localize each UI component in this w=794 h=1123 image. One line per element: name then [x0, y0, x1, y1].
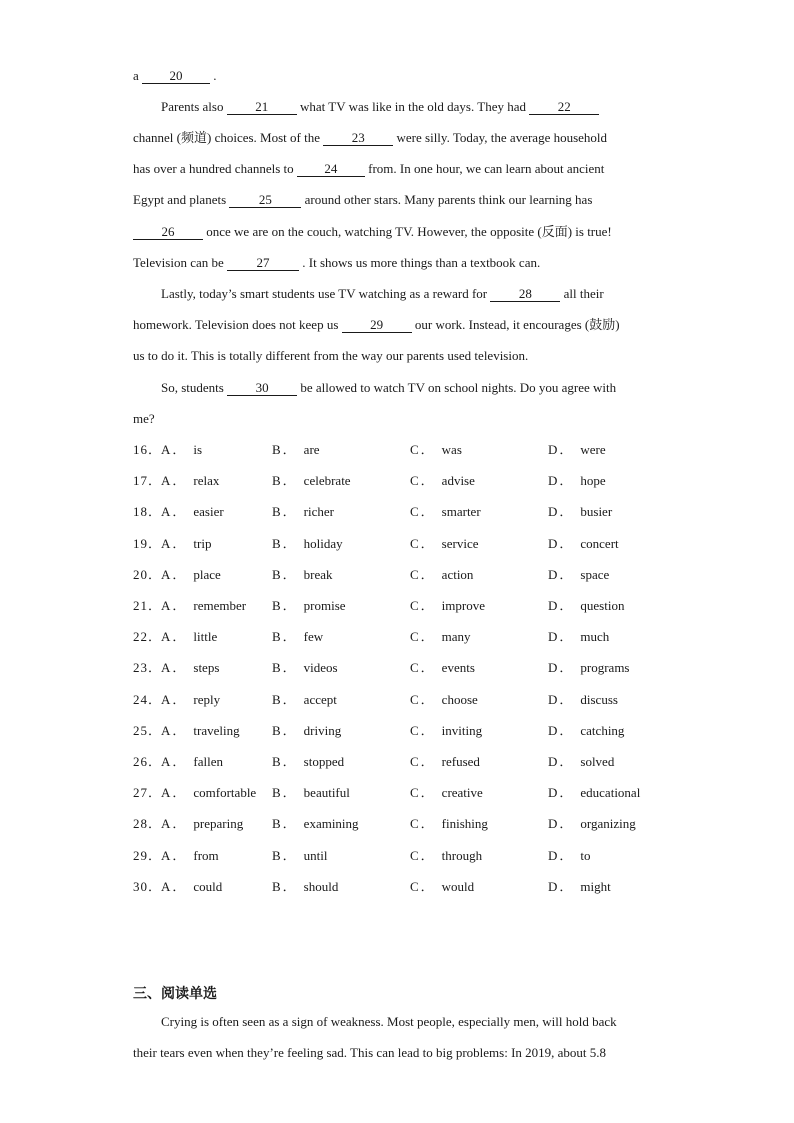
- option-d[interactable]: [548, 815, 636, 833]
- option-label: B．: [272, 754, 298, 769]
- blank-29: 29: [342, 317, 412, 333]
- option-label: B．: [272, 504, 298, 519]
- option-text: organizing: [580, 816, 636, 831]
- option-d[interactable]: [548, 722, 624, 740]
- option-text: traveling: [193, 723, 240, 738]
- option-text: are: [303, 442, 320, 457]
- option-label: D．: [548, 598, 575, 613]
- option-text: would: [441, 879, 475, 894]
- option-text: concert: [580, 536, 619, 551]
- question-row: [133, 659, 693, 677]
- option-b[interactable]: [272, 472, 351, 490]
- passage-line: us to do it. This is totally different from the way our parents used television.: [133, 348, 529, 363]
- option-label: A．: [161, 879, 188, 894]
- question-row: [133, 784, 693, 802]
- option-a[interactable]: [161, 472, 219, 490]
- passage-line: a 20 .: [133, 68, 217, 83]
- option-c[interactable]: [410, 659, 475, 677]
- option-d[interactable]: [548, 878, 611, 896]
- option-label: C．: [410, 660, 436, 675]
- option-c[interactable]: [410, 472, 475, 490]
- option-text: comfortable: [193, 785, 257, 800]
- option-label: A．: [161, 723, 188, 738]
- option-text: until: [303, 848, 328, 863]
- option-text: fallen: [193, 754, 223, 769]
- option-b[interactable]: [272, 878, 338, 896]
- option-label: D．: [548, 567, 575, 582]
- option-d[interactable]: [548, 472, 606, 490]
- blank-21: 21: [227, 99, 297, 115]
- option-text: improve: [441, 598, 485, 613]
- option-text: holiday: [303, 536, 343, 551]
- option-text: inviting: [441, 723, 483, 738]
- option-c[interactable]: [410, 566, 473, 584]
- option-a[interactable]: [161, 815, 243, 833]
- section-title: 三、阅读单选: [133, 986, 217, 1002]
- option-text: from: [193, 848, 219, 863]
- option-label: C．: [410, 848, 436, 863]
- question-number: 21．: [133, 598, 163, 613]
- option-text: relax: [193, 473, 220, 488]
- passage-line: So, students 30 be allowed to watch TV on school nights. Do you agree with: [161, 380, 617, 395]
- option-text: to: [580, 848, 591, 863]
- question-row: [133, 441, 693, 459]
- option-d[interactable]: [548, 659, 630, 677]
- option-d[interactable]: [548, 441, 606, 459]
- option-c[interactable]: [410, 628, 471, 646]
- option-a[interactable]: [161, 691, 220, 709]
- option-label: B．: [272, 567, 298, 582]
- option-a[interactable]: [161, 847, 219, 865]
- blank-20: 20: [142, 68, 210, 84]
- option-label: B．: [272, 629, 298, 644]
- option-text: accept: [303, 692, 337, 707]
- blank-25: 25: [229, 192, 301, 208]
- question-row: [133, 753, 693, 771]
- option-text: trip: [193, 536, 212, 551]
- option-text: many: [441, 629, 471, 644]
- option-text: hope: [580, 473, 606, 488]
- option-label: A．: [161, 692, 188, 707]
- option-label: B．: [272, 660, 298, 675]
- option-text: discuss: [580, 692, 618, 707]
- option-text: might: [580, 879, 611, 894]
- question-row: [133, 847, 693, 865]
- option-label: B．: [272, 692, 298, 707]
- question-number: 24．: [133, 692, 163, 707]
- option-b[interactable]: [272, 659, 338, 677]
- passage-line: has over a hundred channels to 24 from. In one hour, we can learn about ancient: [133, 161, 605, 176]
- question-number: 18．: [133, 504, 163, 519]
- passage-line: homework. Television does not keep us 29 our work. Instead, it encourages (鼓励): [133, 317, 620, 332]
- option-text: little: [193, 629, 218, 644]
- option-text: question: [580, 598, 625, 613]
- option-text: preparing: [193, 816, 244, 831]
- option-label: B．: [272, 598, 298, 613]
- option-text: celebrate: [303, 473, 351, 488]
- option-text: break: [303, 567, 333, 582]
- option-text: service: [441, 536, 479, 551]
- option-label: A．: [161, 816, 188, 831]
- option-label: A．: [161, 629, 188, 644]
- question-number: 22．: [133, 629, 163, 644]
- passage-line: Parents also 21 what TV was like in the old days. They had 22: [161, 98, 599, 116]
- question-row: [133, 691, 693, 709]
- option-c[interactable]: [410, 691, 478, 709]
- option-d[interactable]: [548, 535, 619, 553]
- option-label: A．: [161, 598, 188, 613]
- option-label: D．: [548, 692, 575, 707]
- option-label: C．: [410, 442, 436, 457]
- option-label: B．: [272, 879, 298, 894]
- question-row: [133, 628, 693, 646]
- option-label: C．: [410, 785, 436, 800]
- option-text: driving: [303, 723, 342, 738]
- option-c[interactable]: [410, 441, 462, 459]
- option-label: D．: [548, 723, 575, 738]
- question-number: 29．: [133, 848, 163, 863]
- option-label: A．: [161, 536, 188, 551]
- option-text: stopped: [303, 754, 345, 769]
- passage-line: channel (频道) choices. Most of the 23 were silly. Today, the average household: [133, 130, 608, 145]
- option-label: D．: [548, 816, 575, 831]
- passage-line: Egypt and planets 25 around other stars. Many parents think our learning has: [133, 192, 593, 207]
- option-b[interactable]: [272, 441, 320, 459]
- question-row: [133, 503, 693, 521]
- option-a[interactable]: [161, 628, 217, 646]
- option-label: D．: [548, 848, 575, 863]
- blank-22: 22: [529, 99, 599, 115]
- question-number: 26．: [133, 754, 163, 769]
- option-text: finishing: [441, 816, 488, 831]
- option-label: D．: [548, 442, 575, 457]
- option-text: programs: [580, 660, 630, 675]
- option-label: B．: [272, 816, 298, 831]
- option-text: action: [441, 567, 474, 582]
- option-label: B．: [272, 536, 298, 551]
- option-text: was: [441, 442, 462, 457]
- option-d[interactable]: [548, 784, 640, 802]
- option-label: A．: [161, 567, 188, 582]
- option-text: should: [303, 879, 339, 894]
- option-c[interactable]: [410, 503, 481, 521]
- option-b[interactable]: [272, 628, 323, 646]
- passage-line: Lastly, today’s smart students use TV watching as a reward for 28 all their: [161, 286, 604, 301]
- option-d[interactable]: [548, 753, 614, 771]
- option-text: creative: [441, 785, 483, 800]
- option-d[interactable]: [548, 503, 612, 521]
- option-label: D．: [548, 754, 575, 769]
- option-text: solved: [580, 754, 615, 769]
- option-label: C．: [410, 692, 436, 707]
- option-text: educational: [580, 785, 641, 800]
- option-b[interactable]: [272, 535, 343, 553]
- option-a[interactable]: [161, 784, 256, 802]
- option-b[interactable]: [272, 597, 346, 615]
- blank-24: 24: [297, 161, 365, 177]
- option-text: is: [193, 442, 203, 457]
- option-a[interactable]: [161, 566, 221, 584]
- option-text: richer: [303, 504, 334, 519]
- option-b[interactable]: [272, 753, 344, 771]
- passage-line: Television can be 27 . It shows us more things than a textbook can.: [133, 255, 541, 270]
- question-number: 28．: [133, 816, 163, 831]
- blank-28: 28: [490, 286, 560, 302]
- option-a[interactable]: [161, 597, 246, 615]
- option-text: busier: [580, 504, 613, 519]
- option-text: examining: [303, 816, 359, 831]
- option-c[interactable]: [410, 847, 482, 865]
- option-text: promise: [303, 598, 346, 613]
- option-b[interactable]: [272, 815, 359, 833]
- option-label: B．: [272, 723, 298, 738]
- option-label: C．: [410, 598, 436, 613]
- question-number: 20．: [133, 567, 163, 582]
- option-text: space: [580, 567, 610, 582]
- option-text: easier: [193, 504, 224, 519]
- option-text: steps: [193, 660, 220, 675]
- option-d[interactable]: [548, 628, 609, 646]
- option-c[interactable]: [410, 597, 485, 615]
- option-c[interactable]: [410, 878, 474, 896]
- option-label: B．: [272, 785, 298, 800]
- question-row: [133, 597, 693, 615]
- blank-26: 26: [133, 224, 203, 240]
- option-label: D．: [548, 473, 575, 488]
- option-label: D．: [548, 536, 575, 551]
- option-label: A．: [161, 785, 188, 800]
- question-row: [133, 472, 693, 490]
- option-d[interactable]: [548, 691, 618, 709]
- blank-23: 23: [323, 130, 393, 146]
- question-row: [133, 722, 693, 740]
- option-text: could: [193, 879, 223, 894]
- option-label: A．: [161, 504, 188, 519]
- option-label: A．: [161, 848, 188, 863]
- option-label: C．: [410, 567, 436, 582]
- option-label: A．: [161, 754, 188, 769]
- option-text: videos: [303, 660, 338, 675]
- question-number: 17．: [133, 473, 163, 488]
- option-a[interactable]: [161, 659, 219, 677]
- option-text: reply: [193, 692, 221, 707]
- option-label: C．: [410, 816, 436, 831]
- option-a[interactable]: [161, 753, 223, 771]
- option-label: C．: [410, 723, 436, 738]
- option-text: were: [580, 442, 606, 457]
- blank-27: 27: [227, 255, 299, 271]
- option-b[interactable]: [272, 722, 341, 740]
- option-label: C．: [410, 473, 436, 488]
- question-number: 30．: [133, 879, 163, 894]
- option-text: events: [441, 660, 475, 675]
- question-number: 23．: [133, 660, 163, 675]
- blank-30: 30: [227, 380, 297, 396]
- option-label: A．: [161, 442, 188, 457]
- option-label: D．: [548, 629, 575, 644]
- option-b[interactable]: [272, 691, 337, 709]
- option-a[interactable]: [161, 722, 240, 740]
- passage-line: me?: [133, 411, 155, 426]
- option-d[interactable]: [548, 566, 609, 584]
- option-label: C．: [410, 754, 436, 769]
- option-text: refused: [441, 754, 480, 769]
- option-a[interactable]: [161, 503, 224, 521]
- question-number: 25．: [133, 723, 163, 738]
- option-d[interactable]: [548, 597, 624, 615]
- question-row: [133, 566, 693, 584]
- option-c[interactable]: [410, 535, 478, 553]
- option-b[interactable]: [272, 503, 334, 521]
- option-text: place: [193, 567, 221, 582]
- reading-line: Crying is often seen as a sign of weakness. Most people, especially men, will hold back: [161, 1014, 617, 1029]
- option-c[interactable]: [410, 815, 488, 833]
- option-text: much: [580, 629, 610, 644]
- passage-line: 26 once we are on the couch, watching TV. However, the opposite (反面) is true!: [133, 223, 612, 241]
- option-label: B．: [272, 473, 298, 488]
- option-label: C．: [410, 504, 436, 519]
- option-text: catching: [580, 723, 625, 738]
- option-a[interactable]: [161, 878, 222, 896]
- question-row: [133, 815, 693, 833]
- option-text: through: [441, 848, 483, 863]
- option-label: D．: [548, 879, 575, 894]
- option-b[interactable]: [272, 784, 350, 802]
- option-label: A．: [161, 660, 188, 675]
- question-number: 19．: [133, 536, 163, 551]
- option-label: B．: [272, 442, 298, 457]
- option-b[interactable]: [272, 566, 333, 584]
- option-c[interactable]: [410, 753, 480, 771]
- question-number: 16．: [133, 442, 163, 457]
- option-label: D．: [548, 785, 575, 800]
- option-label: D．: [548, 504, 575, 519]
- option-text: beautiful: [303, 785, 350, 800]
- option-b[interactable]: [272, 847, 328, 865]
- option-c[interactable]: [410, 722, 482, 740]
- option-label: C．: [410, 536, 436, 551]
- option-label: C．: [410, 879, 436, 894]
- option-text: choose: [441, 692, 478, 707]
- question-row: [133, 878, 693, 896]
- question-number: 27．: [133, 785, 163, 800]
- option-d[interactable]: [548, 847, 591, 865]
- reading-line: their tears even when they’re feeling sad. This can lead to big problems: In 2019, about 5.8: [133, 1045, 607, 1060]
- option-text: remember: [193, 598, 247, 613]
- option-text: smarter: [441, 504, 481, 519]
- option-a[interactable]: [161, 441, 202, 459]
- question-row: [133, 535, 693, 553]
- option-text: advise: [441, 473, 475, 488]
- option-text: few: [303, 629, 324, 644]
- option-c[interactable]: [410, 784, 483, 802]
- option-label: C．: [410, 629, 436, 644]
- option-label: B．: [272, 848, 298, 863]
- option-a[interactable]: [161, 535, 211, 553]
- option-label: A．: [161, 473, 188, 488]
- option-label: D．: [548, 660, 575, 675]
